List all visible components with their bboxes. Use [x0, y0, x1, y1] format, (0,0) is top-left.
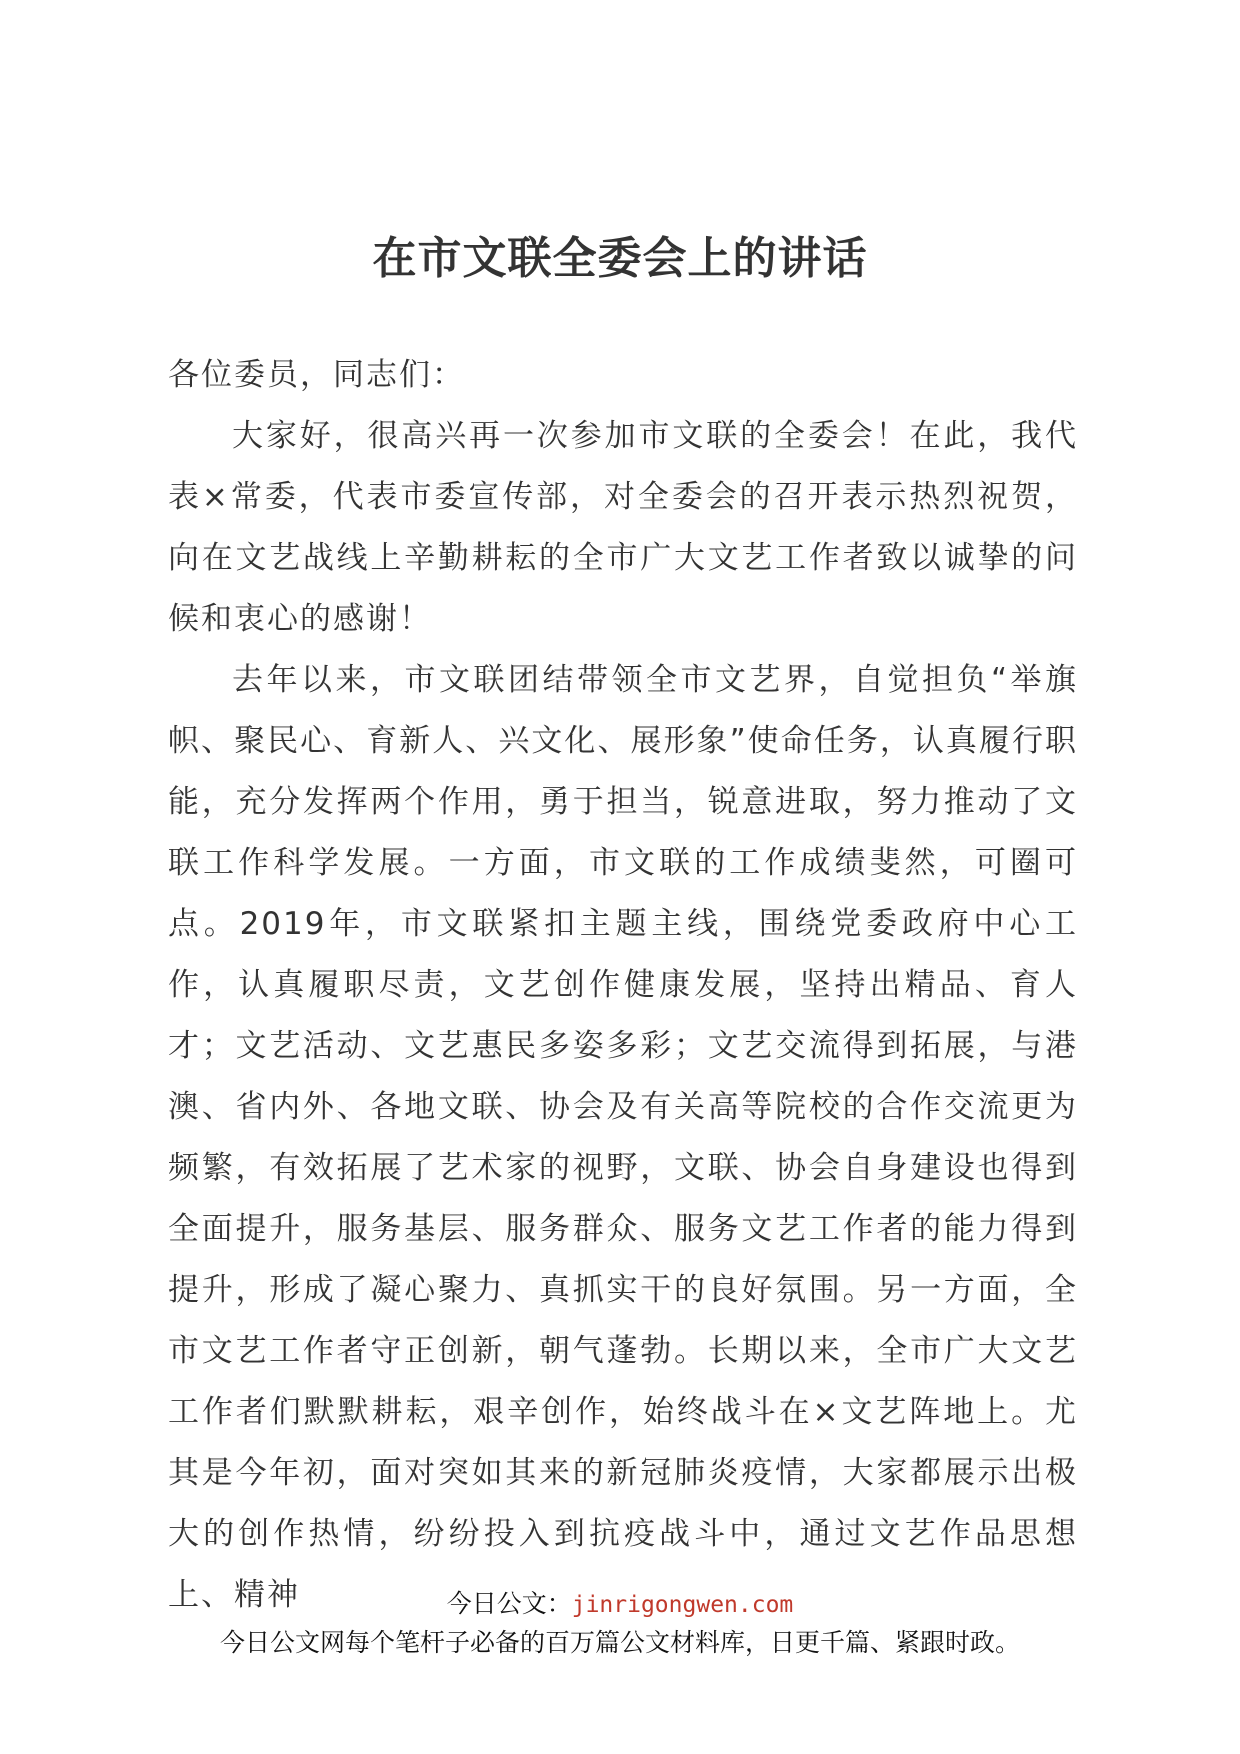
footer: [0, 1586, 1240, 1663]
footer-label: 今日公文：: [446, 1589, 572, 1618]
document-body: [168, 345, 1078, 1626]
salutation: 各位委员，同志们：: [168, 357, 465, 393]
footer-source-line: [0, 1586, 1240, 1623]
document-title: 在市文联全委会上的讲话: [372, 233, 868, 284]
paragraph: 去年以来，市文联团结带领全市文艺界，自觉担负“举旗帜、聚民心、育新人、兴文化、展形象”使命任务，认真履行职能，充分发挥两个作用，勇于担当，锐意进取，努力推动了文联工作科学发展。一方面，市文联的工作成绩斐然，可圈可点。2019年，市文联紧扣主题主线，围绕党委政府中心工作，认真履职尽责，文艺创作健康发展，坚持出精品、育人才；文艺活动、文艺惠民多姿多彩；文艺交流得到拓展，与港澳、省内外、各地文联、协会及有关高等院校的合作交流更为频繁，有效拓展了艺术家的视野，文联、协会自身建设也得到全面提升，服务基层、服务群众、服务文艺工作者的能力得到提升，形成了凝心聚力、真抓实干的良好氛围。另一方面，全市文艺工作者守正创新，朝气蓬勃。长期以来，全市广大文艺工作者们默默耕耘，艰辛创作，始终战斗在×文艺阵地上。尤其是今年初，面对突如其来的新冠肺炎疫情，大家都展示出极大的创作热情，纷纷投入到抗疫战斗中，通过文艺作品思想上、精神: [168, 662, 1078, 1613]
footer-slogan: 今日公文网每个笔杆子必备的百万篇公文材料库，日更千篇、紧跟时政。: [219, 1628, 1020, 1657]
footer-site-link[interactable]: jinrigongwen.com: [571, 1592, 794, 1618]
paragraph: 大家好，很高兴再一次参加市文联的全委会！在此，我代表×常委，代表市委宣传部，对全委会的召开表示热烈祝贺，向在文艺战线上辛勤耕耘的全市广大文艺工作者致以诚挚的问候和衷心的感谢！: [168, 418, 1078, 637]
